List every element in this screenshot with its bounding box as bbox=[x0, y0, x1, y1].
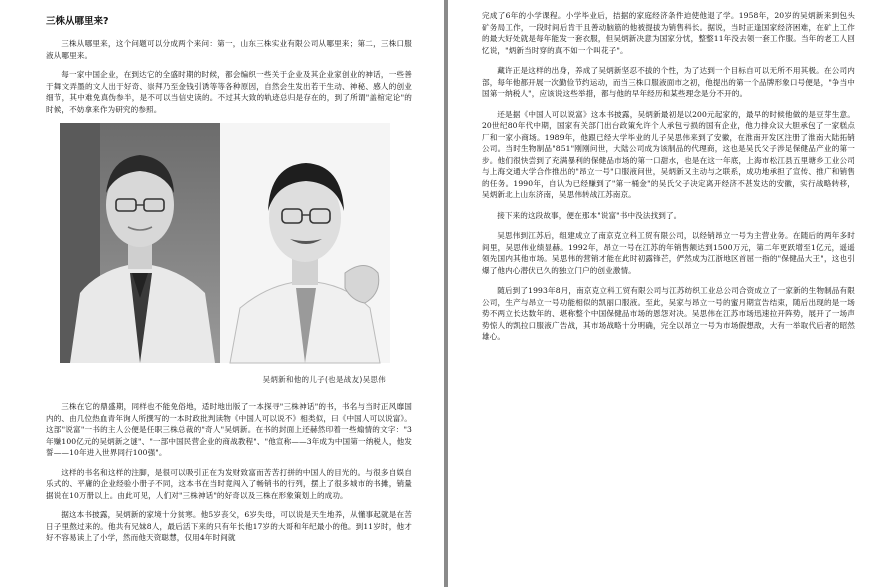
paragraph: 三株从哪里来，这个问题可以分成两个来问：第一，山东三株实业有限公司从哪里来；第二，三株口服液从哪里来。 bbox=[46, 39, 412, 60]
photo-figure bbox=[60, 123, 390, 391]
paragraph: 三株在它的鼎盛期，同样也不能免俗地，适时地出版了一本探寻"三株神话"的书，书名与当时正风靡国内的、由几位热血青年询人所撰写的一本时政批判读物《中国人可以说不》相类似，曰《中国人可以说富》。这部"说富"一书的主人公便是任职三株总裁的"奇人"吴炳新。在书的封面上还赫然印着一些煽情的文字："3年赚100亿元的吴炳新之谜"、"一部中国民营企业的商战教程"、"他宣称——3年成为中国第一纳税人，他发誓——10年进入世界同行100强"。 bbox=[46, 402, 412, 457]
paragraph: 还是据《中国人可以说富》这本书披露，吴炳新最初是以200元起家的，最早的时候他做的是豆芽生意。20世纪80年代中期，国家有关部门出台政策允许个人承包亏损的国有企业，他力排众议大胆承包了一家糕点厂和一家小商场。1989年，他跟已经大学毕业的儿子吴思伟来到了安徽，在淮南开发区注册了淮南大陆拓销公司。当时生物制品"851"刚刚问世，大陆公司成为该制品的代理商，这也是吴氏父子涉足保健品产业的第一步。他们很快尝到了充满暴利的保健品市场的第一口甜水，也是在这一年底，上海市松江县五里塘乡工业公司与上海交通大学合作推出的"昂立一号"口服液问世，吴炳新又主动与之联系，成功地承担了宣传、推广和销售的任务。1990年，自认为已经赚到了"第一桶金"的吴氏父子决定离开经济不甚发达的安徽，实行战略转移，吴炳新北上山东济南，吴思伟转战江苏南京。 bbox=[482, 109, 855, 199]
section-title: 三株从哪里来? bbox=[46, 16, 109, 27]
paragraph: 接下来的这段故事，便在那本"说富"书中没法找到了。 bbox=[497, 210, 682, 220]
left-page bbox=[0, 0, 444, 587]
paragraph: 这样的书名和这样的注脚，是很可以吸引正在为发财致富而苦苦打拼的中国人的目光的。与很多自娱自乐式的、平庸的企业经验小册子不同，这本书在当时竟闯入了畅销书的行列，摆上了很多城市的书摊，销量据说在10万册以上。由此可见，人们对"三株神话"的好奇以及三株在形象策划上的成功。 bbox=[46, 467, 412, 500]
portrait-photo bbox=[60, 123, 390, 391]
paragraph: 随后到了1993年8月，南京克立科工贸有限公司与江苏纺织工业总公司合资成立了一家新的生物制品有限公司，生产与昂立一号功能相似的凯丽口服液。至此，吴家与昂立一号的蜜月期宣告结束，随后出现的是一场势不两立长达数年的、堪称整个中国保健品市场的恩怨对决。吴思伟在江苏市场迅速拉开阵势，展开了一场声势惊人的凯拉口服液广告战，其市场战略十分明确，完全以昂立一号为市场假想敌，大有一举取代后者的昭然雄心。 bbox=[482, 286, 855, 341]
paragraph: 据这本书披露，吴炳新的家境十分贫寒。他5岁丧父，6岁失母，可以说是天生地养，从懂事起就是在苦日子里熬过来的。他共有兄妹8人，最后活下来的只有年长他17岁的大哥和年纪最小的他。到11岁时，他才好不容易读上了小学，然而他天资聪慧，仅用4年时间就 bbox=[46, 510, 412, 542]
paragraph: 每一家中国企业，在到达它的全盛时期的时候，都会编织一些关于企业及其企业家创业的神话，一些善于舞文弄墨的文人出于好奇、崇拜乃至金钱引诱等等各种原因，自然会生发出若干生动、神秘、感人的创业细节，其中难免真伪参半，是不可以当信史读的。不过其大致的轨迹总归是存在的，到了所谓"盖棺定论"的时候，不妨拿来作为研究的参照。 bbox=[46, 70, 412, 114]
paragraph: 藏许正是这样的出身，养成了吴炳新坚忍不拔的个性，为了达到一个目标自可以无所不用其极。在公司内部，每年他都开展一次勤俭节约运动，而当三株口服液面市之初，他提出的第一个品牌形象口号便是，"争当中国第一纳税人"，应该说这些举措，都与他的早年经历和某些理念是分不开的。 bbox=[482, 66, 855, 98]
paragraph: 完成了6年的小学课程。小学毕业后，拮据的家庭经济条件迫使他退了学。1958年，20岁的吴炳新来到包头矿务局工作，一段时间后肯干且善动脑筋的他被提拔为销售科长。据说，当时正逢国家经济困难，在矿上工作的最大好处就是每年能发一套衣服，但吴炳新决意为国家分忧，整整11年没去领一套工作服。当年的老工人回忆说，"炳新当时穿的真不如一个叫花子"。 bbox=[482, 11, 855, 55]
paragraph: 吴思伟到江苏后，组建成立了南京克立科工贸有限公司，以经销昂立一号为主营业务。在随后的两年多时间里，吴思伟业绩显赫。1992年，昂立一号在江苏的年销售额达到1500万元，第二年更跃增至1亿元，遥遥领先国内其他市场。吴思伟的营销才能在此时初露锋芒，俨然成为江浙地区首屈一指的"保健品大王"，这也引爆了他内心潜伏已久的独立门户的创业激情。 bbox=[482, 231, 855, 275]
photo-caption: 吴炳新和他的儿子(也是战友)吴思伟 bbox=[262, 375, 386, 384]
right-page bbox=[448, 0, 891, 587]
